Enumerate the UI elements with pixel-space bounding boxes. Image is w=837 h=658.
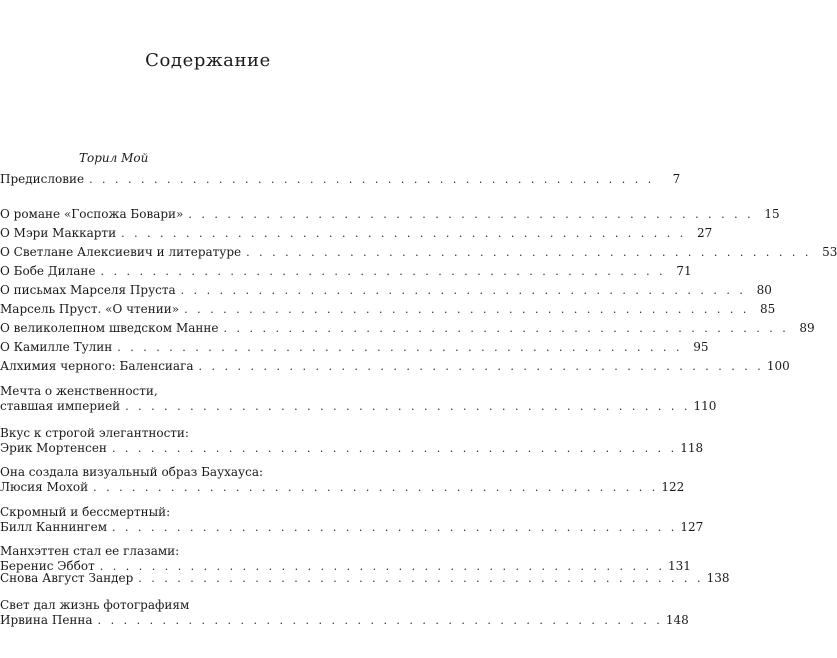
toc-entry — [0, 283, 772, 298]
toc-entry — [0, 505, 704, 535]
toc-entry-title: Беренис Эббот — [0, 559, 95, 573]
dot-leader: . . . . . . . . . . . . . . . . . . . . . . . . . . . . . . . . . . . . . . . . . . . . — [100, 265, 666, 278]
toc-entry-title-line1: Скромный и бессмертный: — [0, 505, 171, 519]
toc-entry-title: О великолепном шведском Манне — [0, 321, 219, 335]
toc-entry — [0, 359, 790, 374]
toc-entry-title-line1: Мечта о женственности, — [0, 384, 158, 398]
dot-leader: . . . . . . . . . . . . . . . . . . . . . . . . . . . . . . . . . . . . . . . . . . . . — [184, 303, 750, 316]
toc-entry-title: ставшая империей — [0, 399, 121, 413]
toc-entry-title-line1: Она создала визуальный образ Баухауса: — [0, 465, 264, 479]
toc-entry-title: Ирвина Пенна — [0, 613, 93, 627]
toc-entry-title: О Светлане Алексиевич и литературе — [0, 245, 242, 259]
dot-leader: . . . . . . . . . . . . . . . . . . . . . . . . . . . . . . . . . . . . . . . . . . . . — [138, 572, 704, 585]
dot-leader: . . . . . . . . . . . . . . . . . . . . . . . . . . . . . . . . . . . . . . . . . . . . — [188, 208, 754, 221]
toc-entry-page: 53 — [822, 245, 837, 259]
dot-leader: . . . . . . . . . . . . . . . . . . . . . . . . . . . . . . . . . . . . . . . . . . . . — [97, 614, 663, 627]
toc-entry-page: 85 — [760, 302, 776, 316]
toc-entry-title: О романе «Госпожа Бовари» — [0, 207, 184, 221]
dot-leader: . . . . . . . . . . . . . . . . . . . . . . . . . . . . . . . . . . . . . . . . . . . . — [121, 227, 687, 240]
toc-entry-title: Эрик Мортенсен — [0, 441, 107, 455]
dot-leader: . . . . . . . . . . . . . . . . . . . . . . . . . . . . . . . . . . . . . . . . . . . . — [198, 360, 764, 373]
dot-leader: . . . . . . . . . . . . . . . . . . . . . . . . . . . . . . . . . . . . . . . . . . . . — [117, 341, 683, 354]
toc-entry-title: О письмах Марселя Пруста — [0, 283, 176, 297]
toc-entry-page: 89 — [799, 321, 815, 335]
toc-entry-page: 110 — [693, 399, 717, 413]
toc-entry — [0, 571, 730, 586]
dot-leader: . . . . . . . . . . . . . . . . . . . . . . . . . . . . . . . . . . . . . . . . . . . . — [223, 322, 789, 335]
toc-entry — [0, 207, 780, 222]
toc-entry-title: О Мэри Маккарти — [0, 226, 117, 240]
toc-entry-page: 15 — [764, 207, 780, 221]
toc-entry-page: 7 — [672, 172, 681, 186]
dot-leader: . . . . . . . . . . . . . . . . . . . . . . . . . . . . . . . . . . . . . . . . . . . . — [125, 400, 691, 413]
toc-entry-page: 127 — [680, 520, 704, 534]
toc-entry-page: 148 — [665, 613, 689, 627]
toc-entry-page: 122 — [661, 480, 685, 494]
dot-leader: . . . . . . . . . . . . . . . . . . . . . . . . . . . . . . . . . . . . . . . . . . . . — [89, 173, 655, 186]
toc-entry-page: 95 — [693, 340, 709, 354]
toc-entry — [0, 172, 681, 187]
toc-entry — [0, 340, 709, 355]
toc-entry-title: Алхимия черного: Баленсиага — [0, 359, 194, 373]
dot-leader: . . . . . . . . . . . . . . . . . . . . . . . . . . . . . . . . . . . . . . . . . . . . — [99, 560, 665, 573]
toc-entry — [0, 384, 717, 414]
toc-entry-title: Марсель Пруст. «О чтении» — [0, 302, 180, 316]
toc-entry — [0, 465, 685, 495]
toc-entry-page: 27 — [697, 226, 713, 240]
dot-leader: . . . . . . . . . . . . . . . . . . . . . . . . . . . . . . . . . . . . . . . . . . . . — [180, 284, 746, 297]
toc-entry-page: 138 — [706, 571, 730, 585]
toc-entry-title: Билл Каннингем — [0, 520, 108, 534]
toc-entry — [0, 598, 689, 628]
toc-entry-page: 100 — [766, 359, 790, 373]
toc-entry-title-line1: Вкус к строгой элегантности: — [0, 426, 189, 440]
section-author: Торил Мой — [79, 151, 149, 165]
toc-entry — [0, 264, 692, 279]
toc-entry — [0, 245, 837, 260]
dot-leader: . . . . . . . . . . . . . . . . . . . . . . . . . . . . . . . . . . . . . . . . . . . . — [112, 521, 678, 534]
toc-entry-page: 71 — [676, 264, 692, 278]
toc-entry-title-line1: Манхэттен стал ее глазами: — [0, 544, 180, 558]
page-title: Содержание — [145, 50, 271, 71]
toc-entry-title: О Бобе Дилане — [0, 264, 96, 278]
toc-entry-page: 118 — [680, 441, 704, 455]
toc-entry-title-line1: Свет дал жизнь фотографиям — [0, 598, 190, 612]
toc-entry — [0, 544, 691, 574]
toc-entry-title: Люсия Мохой — [0, 480, 89, 494]
toc-entry-page: 131 — [668, 559, 691, 573]
toc-entry-page: 80 — [756, 283, 772, 297]
toc-entry-title: Снова Август Зандер — [0, 571, 134, 585]
toc-entry — [0, 321, 815, 336]
dot-leader: . . . . . . . . . . . . . . . . . . . . . . . . . . . . . . . . . . . . . . . . . . . . — [111, 442, 678, 455]
dot-leader: . . . . . . . . . . . . . . . . . . . . . . . . . . . . . . . . . . . . . . . . . . . . — [246, 246, 812, 259]
toc-entry-title: О Камилле Тулин — [0, 340, 113, 354]
toc-entry — [0, 302, 776, 317]
dot-leader: . . . . . . . . . . . . . . . . . . . . . . . . . . . . . . . . . . . . . . . . . . . . — [93, 481, 659, 494]
toc-entry — [0, 426, 704, 456]
toc-entry — [0, 226, 713, 241]
toc-entry-title: Предисловие — [0, 172, 85, 186]
